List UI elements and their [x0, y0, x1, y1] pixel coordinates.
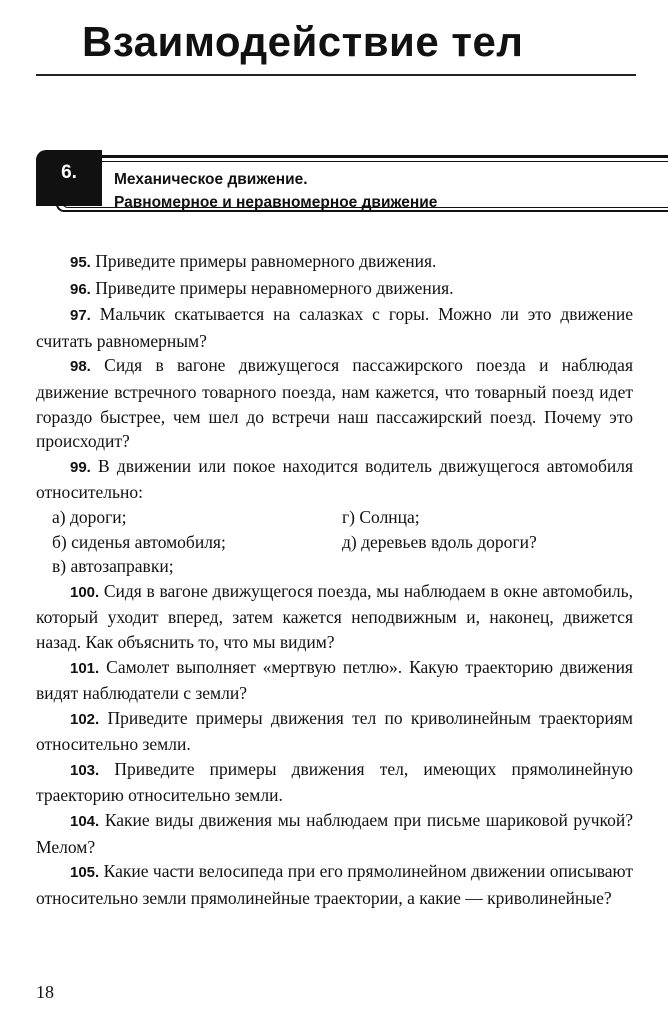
question-text: Сидя в вагоне движущегося пассажирского поезда и наблюдая движение встречного товарного поезда, нам кажется, что товарный поезд идет гораздо быстрее, чем шел до встречи наш пассажирский поезд. Почему это происходит?: [36, 355, 633, 452]
option-v: в) автозаправки;: [52, 556, 174, 577]
title-rule: [36, 74, 636, 76]
question-number: 96.: [70, 280, 91, 298]
question-number: 102.: [70, 710, 100, 728]
option-a: а) дороги;: [52, 506, 127, 527]
question-97: [36, 302, 633, 353]
question-text: Сидя в вагоне движущегося поезда, мы наблюдаем в окне автомобиль, который уходит вперед, затем кажется неподвижным и, наконец, движется назад. Как объяснить то, что мы видим?: [36, 580, 633, 652]
question-number: 98.: [70, 358, 91, 376]
option-d: д) деревьев вдоль дороги?: [342, 531, 537, 552]
option-row: [36, 505, 633, 530]
question-103: [36, 757, 633, 808]
answer-options: [36, 505, 633, 579]
question-96: [36, 276, 633, 303]
section-title: [114, 168, 437, 214]
question-number: 101.: [70, 659, 100, 677]
section-header-line-thin: [102, 161, 668, 162]
question-text: Приведите примеры движения тел по криволинейным траекториям относительно земли.: [36, 707, 633, 755]
section-number-badge: 6.: [36, 150, 102, 206]
question-number: 97.: [70, 307, 91, 325]
question-number: 103.: [70, 761, 100, 779]
question-number: 95.: [70, 254, 91, 271]
question-105: [36, 859, 633, 910]
option-b: б) сиденья автомобиля;: [52, 531, 226, 552]
question-99: [36, 454, 633, 579]
question-102: [36, 706, 633, 757]
question-text: Какие виды движения мы наблюдаем при письме шариковой ручкой? Мелом?: [36, 810, 633, 857]
option-g: г) Солнца;: [342, 506, 420, 527]
section-title-line-1: Механическое движение.: [114, 171, 308, 188]
chapter-title: Взаимодействие тел: [82, 18, 524, 65]
question-number: 105.: [70, 864, 100, 882]
question-text: Приведите примеры неравномерного движения.: [90, 277, 454, 298]
question-100: [36, 579, 633, 655]
question-text: Приведите примеры движения тел, имеющих прямолинейную траекторию относительно земли.: [36, 758, 633, 806]
option-row: [36, 530, 633, 555]
question-number: 100.: [70, 583, 100, 601]
question-text: Мальчик скатывается на салазках с горы. Можно ли это движение считать равномерным?: [36, 304, 633, 351]
question-95: [36, 249, 633, 276]
question-104: [36, 808, 633, 859]
question-list: [36, 249, 633, 910]
option-row: [36, 554, 633, 579]
question-number: 99.: [70, 458, 91, 476]
question-98: [36, 353, 633, 453]
question-text: В движении или покое находится водитель движущегося автомобиля относительно:: [36, 455, 633, 503]
question-number: 104.: [70, 813, 100, 831]
question-text: Приведите примеры равномерного движения.: [90, 251, 437, 271]
question-text: Самолет выполняет «мертвую петлю». Какую траекторию движения видят наблюдатели с земли?: [36, 656, 633, 704]
section-header-line: [102, 155, 668, 158]
question-101: [36, 655, 633, 706]
question-text: Какие части велосипеда при его прямолинейном движении описывают относительно земли прямолинейные траектории, а какие — криволинейные?: [36, 861, 633, 908]
page-number: 18: [36, 982, 54, 1002]
section-title-line-2: Равномерное и неравномерное движение: [114, 194, 438, 211]
